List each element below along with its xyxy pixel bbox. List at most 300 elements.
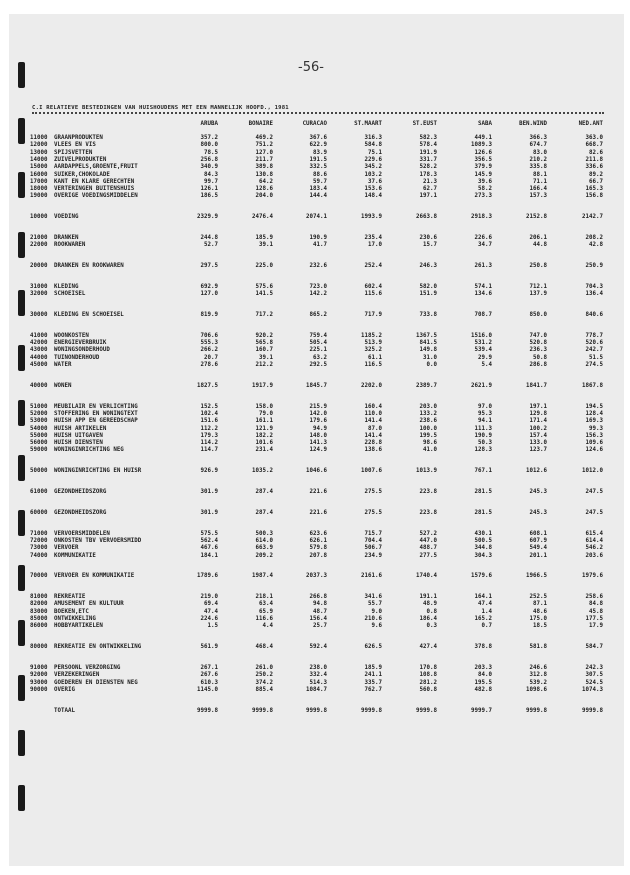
value-steust: 223.8: [419, 489, 437, 495]
category-label: VERVOERSMIDDELEN: [54, 530, 110, 537]
value-curacao: 94.9: [313, 425, 327, 432]
value-benwind: 50.8: [533, 354, 547, 361]
value-aruba: 127.0: [200, 291, 218, 298]
value-aruba: 244.8: [200, 235, 218, 241]
value-aruba: 1145.0: [197, 686, 218, 693]
value-stmaart: 153.6: [364, 186, 382, 193]
category-label: KLEDING EN SCHOEISEL: [54, 312, 124, 318]
value-stmaart: 2161.6: [361, 573, 382, 580]
value-nedant: 208.2: [585, 235, 603, 241]
value-curacao: 1046.6: [306, 468, 327, 475]
value-nedant: 124.6: [585, 447, 603, 454]
category-label: GRAANPRODUKTEN: [54, 135, 103, 141]
value-aruba: 152.5: [200, 403, 218, 410]
value-benwind: 197.1: [529, 403, 547, 410]
value-bonaire: 9999.8: [252, 707, 273, 714]
value-benwind: 88.1: [533, 171, 547, 178]
value-curacao: 142.2: [309, 291, 327, 298]
value-aruba: 562.4: [200, 537, 218, 544]
value-steust: 331.7: [419, 156, 437, 163]
category-code: 32000: [30, 291, 48, 298]
category-code: 15000: [30, 164, 48, 171]
value-benwind: 87.1: [533, 601, 547, 608]
value-bonaire: 116.6: [255, 616, 273, 622]
value-nedant: 82.6: [589, 149, 603, 156]
value-curacao: 48.7: [313, 608, 327, 615]
category-code: 41000: [30, 332, 48, 339]
column-header: SABA: [478, 121, 492, 127]
value-steust: 582.0: [419, 283, 437, 290]
value-nedant: 242.7: [585, 347, 603, 354]
value-curacao: 59.7: [313, 178, 327, 185]
category-label: VERVOER EN KOMMUNIKATIE: [54, 573, 135, 580]
value-benwind: 171.4: [529, 418, 547, 425]
table-row: [0, 489, 630, 497]
value-aruba: 151.6: [200, 418, 218, 425]
total-row: [0, 214, 630, 222]
value-curacao: 41.7: [313, 242, 327, 249]
value-nedant: 42.8: [589, 242, 603, 249]
value-saba: 190.9: [474, 432, 492, 439]
value-stmaart: 1007.6: [361, 468, 382, 475]
value-bonaire: 158.0: [255, 403, 273, 410]
value-nedant: 704.3: [585, 283, 603, 290]
value-steust: 149.8: [419, 347, 437, 354]
table-title: C.I RELATIEVE BESTEDINGEN VAN HUISHOUDENS MET EEN MANNELIJK HOOFD., 1981: [32, 105, 289, 111]
value-curacao: 207.8: [309, 552, 327, 559]
value-steust: 488.7: [419, 545, 437, 552]
table-row: [0, 687, 630, 695]
value-bonaire: 374.2: [255, 679, 273, 686]
value-steust: 1740.4: [416, 573, 437, 580]
value-aruba: 706.6: [200, 332, 218, 339]
value-saba: 378.8: [474, 644, 492, 651]
value-steust: 841.5: [419, 340, 437, 347]
value-steust: 191.9: [419, 149, 437, 156]
value-aruba: 340.9: [200, 164, 218, 171]
value-stmaart: 229.6: [364, 156, 382, 163]
value-steust: 0.0: [426, 362, 437, 368]
value-steust: 9999.8: [416, 707, 437, 714]
value-steust: 98.6: [423, 440, 437, 447]
value-benwind: 312.8: [529, 672, 547, 679]
value-bonaire: 218.1: [255, 594, 273, 601]
category-label: STOFFERING EN WONINGTEXT: [54, 410, 138, 417]
value-steust: 186.4: [419, 616, 437, 622]
value-stmaart: 37.6: [368, 178, 382, 185]
value-aruba: 84.3: [204, 171, 218, 178]
table-row: [0, 362, 630, 370]
value-steust: 582.3: [419, 135, 437, 141]
category-code: 93000: [30, 679, 48, 686]
category-label: OVERIG: [54, 686, 75, 693]
value-benwind: 71.1: [533, 178, 547, 185]
value-stmaart: 506.7: [364, 545, 382, 552]
value-curacao: 144.4: [309, 193, 327, 200]
value-benwind: 100.2: [529, 425, 547, 432]
category-code: 16000: [30, 171, 48, 178]
value-stmaart: 234.9: [364, 552, 382, 559]
category-code: 51000: [30, 403, 48, 410]
value-stmaart: 275.5: [364, 509, 382, 516]
value-saba: 0.7: [481, 623, 492, 630]
category-code: 22000: [30, 242, 48, 249]
value-benwind: 1841.7: [526, 382, 547, 389]
value-bonaire: 1917.9: [252, 382, 273, 389]
category-code: 52000: [30, 410, 48, 417]
value-steust: 578.4: [419, 142, 437, 149]
value-nedant: 1867.8: [582, 382, 603, 389]
value-curacao: 505.4: [309, 340, 327, 347]
value-benwind: 549.4: [529, 545, 547, 552]
category-code: 55000: [30, 432, 48, 439]
category-code: 11000: [30, 135, 48, 141]
value-benwind: 252.5: [529, 594, 547, 601]
category-label: KLEDING: [54, 283, 79, 290]
value-aruba: 102.4: [200, 410, 218, 417]
value-aruba: 267.6: [200, 672, 218, 679]
value-nedant: 524.5: [585, 679, 603, 686]
value-bonaire: 287.4: [255, 509, 273, 516]
value-aruba: 610.3: [200, 679, 218, 686]
category-code: 42000: [30, 340, 48, 347]
value-saba: 94.1: [478, 418, 492, 425]
value-aruba: 126.1: [200, 186, 218, 193]
value-bonaire: 161.1: [255, 418, 273, 425]
value-saba: 356.5: [474, 156, 492, 163]
value-nedant: 247.5: [585, 489, 603, 495]
value-saba: 767.1: [474, 468, 492, 475]
value-bonaire: 39.1: [259, 354, 273, 361]
value-aruba: 219.0: [200, 594, 218, 601]
category-code: 59000: [30, 447, 48, 454]
value-steust: 230.6: [419, 235, 437, 241]
category-code: 85000: [30, 616, 48, 622]
value-steust: 133.2: [419, 410, 437, 417]
value-benwind: 539.2: [529, 679, 547, 686]
value-stmaart: 704.4: [364, 537, 382, 544]
value-benwind: 335.8: [529, 164, 547, 171]
value-stmaart: 75.1: [368, 149, 382, 156]
value-stmaart: 141.4: [364, 432, 382, 439]
value-benwind: 366.3: [529, 135, 547, 141]
category-code: 30000: [30, 312, 48, 318]
category-label: HUISH APP EN GEREEDSCHAP: [54, 418, 138, 425]
value-nedant: 778.7: [585, 332, 603, 339]
value-steust: 199.5: [419, 432, 437, 439]
value-saba: 39.6: [478, 178, 492, 185]
value-curacao: 238.0: [309, 664, 327, 671]
value-nedant: 1012.0: [582, 468, 603, 475]
value-steust: 2389.7: [416, 382, 437, 389]
value-bonaire: 565.8: [255, 340, 273, 347]
category-code: 86000: [30, 623, 48, 630]
value-nedant: 258.6: [585, 594, 603, 601]
value-saba: 273.3: [474, 193, 492, 200]
value-curacao: 142.0: [309, 410, 327, 417]
value-saba: 574.1: [474, 283, 492, 290]
value-stmaart: 228.8: [364, 440, 382, 447]
value-bonaire: 614.0: [255, 537, 273, 544]
category-code: 83000: [30, 608, 48, 615]
value-steust: 427.4: [419, 644, 437, 651]
value-saba: 47.4: [478, 601, 492, 608]
value-saba: 449.1: [474, 135, 492, 141]
value-nedant: 668.7: [585, 142, 603, 149]
category-label: SCHOEISEL: [54, 291, 86, 298]
value-stmaart: 715.7: [364, 530, 382, 537]
value-aruba: 266.2: [200, 347, 218, 354]
value-aruba: 99.7: [204, 178, 218, 185]
category-code: 43000: [30, 347, 48, 354]
category-label: VLEES EN VIS: [54, 142, 96, 149]
value-bonaire: 130.8: [255, 171, 273, 178]
value-steust: 447.0: [419, 537, 437, 544]
category-label: HUISH ARTIKELEN: [54, 425, 107, 432]
value-bonaire: 4.4: [262, 623, 273, 630]
value-aruba: 926.9: [200, 468, 218, 475]
value-saba: 34.7: [478, 242, 492, 249]
value-bonaire: 751.2: [255, 142, 273, 149]
value-saba: 203.3: [474, 664, 492, 671]
value-nedant: 584.7: [585, 644, 603, 651]
value-curacao: 141.3: [309, 440, 327, 447]
value-aruba: 184.1: [200, 552, 218, 559]
column-header: ARUBA: [200, 121, 218, 127]
value-stmaart: 584.8: [364, 142, 382, 149]
value-stmaart: 9.0: [371, 608, 382, 615]
value-curacao: 622.9: [309, 142, 327, 149]
category-label: WOONKOSTEN: [54, 332, 89, 339]
category-label: DRANKEN: [54, 235, 79, 241]
column-header-row: [0, 121, 630, 129]
total-row: [0, 573, 630, 581]
value-bonaire: 717.2: [255, 312, 273, 318]
value-curacao: 221.6: [309, 509, 327, 516]
value-nedant: 614.4: [585, 537, 603, 544]
value-stmaart: 325.2: [364, 347, 382, 354]
category-code: 18000: [30, 186, 48, 193]
value-bonaire: 65.9: [259, 608, 273, 615]
value-benwind: 206.1: [529, 235, 547, 241]
value-benwind: 175.0: [529, 616, 547, 622]
category-code: 81000: [30, 594, 48, 601]
value-benwind: 581.8: [529, 644, 547, 651]
column-header: BONAIRE: [248, 121, 273, 127]
value-saba: 97.0: [478, 403, 492, 410]
total-row: [0, 708, 630, 716]
value-nedant: 840.6: [585, 312, 603, 318]
value-saba: 2621.9: [471, 382, 492, 389]
value-steust: 41.0: [423, 447, 437, 454]
value-aruba: 819.9: [200, 312, 218, 318]
value-steust: 2663.8: [416, 214, 437, 221]
value-bonaire: 211.7: [255, 156, 273, 163]
value-steust: 191.1: [419, 594, 437, 601]
value-steust: 108.8: [419, 672, 437, 679]
value-aruba: 267.1: [200, 664, 218, 671]
category-label: TUINONDERHOUD: [54, 354, 100, 361]
value-curacao: 83.9: [313, 149, 327, 156]
value-benwind: 850.0: [529, 312, 547, 318]
value-stmaart: 762.7: [364, 686, 382, 693]
value-aruba: 114.2: [200, 440, 218, 447]
value-saba: 281.5: [474, 489, 492, 495]
value-benwind: 201.1: [529, 552, 547, 559]
value-nedant: 363.0: [585, 135, 603, 141]
value-bonaire: 920.2: [255, 332, 273, 339]
value-steust: 203.0: [419, 403, 437, 410]
value-curacao: 179.6: [309, 418, 327, 425]
category-label: DRANKEN EN ROOKWAREN: [54, 263, 124, 270]
value-curacao: 225.1: [309, 347, 327, 354]
category-label: ENERGIEVERBRUIK: [54, 340, 107, 347]
value-benwind: 137.9: [529, 291, 547, 298]
value-benwind: 83.0: [533, 149, 547, 156]
value-nedant: 128.4: [585, 410, 603, 417]
value-saba: 261.3: [474, 263, 492, 270]
category-label: WATER: [54, 362, 72, 368]
value-steust: 0.8: [426, 608, 437, 615]
value-steust: 1013.9: [416, 468, 437, 475]
category-code: 12000: [30, 142, 48, 149]
category-label: KOMMUNIKATIE: [54, 552, 96, 559]
value-curacao: 190.9: [309, 235, 327, 241]
value-curacao: 9999.8: [306, 707, 327, 714]
value-benwind: 44.8: [533, 242, 547, 249]
value-bonaire: 185.9: [255, 235, 273, 241]
value-benwind: 245.3: [529, 489, 547, 495]
value-benwind: 250.8: [529, 263, 547, 270]
value-curacao: 514.3: [309, 679, 327, 686]
value-curacao: 183.4: [309, 186, 327, 193]
value-aruba: 69.4: [204, 601, 218, 608]
value-saba: 5.4: [481, 362, 492, 368]
title-rule: [32, 112, 604, 114]
value-aruba: 179.3: [200, 432, 218, 439]
value-benwind: 1966.5: [526, 573, 547, 580]
value-nedant: 156.3: [585, 432, 603, 439]
value-curacao: 332.5: [309, 164, 327, 171]
value-bonaire: 204.0: [255, 193, 273, 200]
value-curacao: 626.1: [309, 537, 327, 544]
value-curacao: 88.6: [313, 171, 327, 178]
value-saba: 126.6: [474, 149, 492, 156]
value-benwind: 129.8: [529, 410, 547, 417]
column-header: ST.MAART: [354, 121, 382, 127]
value-nedant: 1074.3: [582, 686, 603, 693]
value-benwind: 48.6: [533, 608, 547, 615]
value-stmaart: 626.5: [364, 644, 382, 651]
value-nedant: 66.7: [589, 178, 603, 185]
value-bonaire: 469.2: [255, 135, 273, 141]
value-bonaire: 141.5: [255, 291, 273, 298]
value-saba: 539.4: [474, 347, 492, 354]
value-stmaart: 87.0: [368, 425, 382, 432]
value-steust: 48.9: [423, 601, 437, 608]
value-benwind: 123.7: [529, 447, 547, 454]
value-benwind: 520.8: [529, 340, 547, 347]
value-stmaart: 9.6: [371, 623, 382, 630]
value-steust: 277.5: [419, 552, 437, 559]
value-bonaire: 64.2: [259, 178, 273, 185]
value-aruba: 186.5: [200, 193, 218, 200]
value-steust: 238.6: [419, 418, 437, 425]
value-curacao: 124.9: [309, 447, 327, 454]
category-code: 45000: [30, 362, 48, 368]
value-nedant: 84.8: [589, 601, 603, 608]
value-bonaire: 182.2: [255, 432, 273, 439]
table-row: [0, 623, 630, 631]
value-nedant: 250.9: [585, 263, 603, 270]
value-saba: 164.1: [474, 594, 492, 601]
value-nedant: 274.5: [585, 362, 603, 368]
category-code: 70000: [30, 573, 48, 580]
value-aruba: 224.6: [200, 616, 218, 622]
value-saba: 165.2: [474, 616, 492, 622]
value-curacao: 865.2: [309, 312, 327, 318]
category-code: 21000: [30, 235, 48, 241]
category-code: 20000: [30, 263, 48, 270]
value-saba: 128.3: [474, 447, 492, 454]
value-stmaart: 210.6: [364, 616, 382, 622]
value-benwind: 2152.8: [526, 214, 547, 221]
table-row: [0, 193, 630, 201]
value-curacao: 723.0: [309, 283, 327, 290]
value-bonaire: 160.7: [255, 347, 273, 354]
value-aruba: 20.7: [204, 354, 218, 361]
value-curacao: 332.4: [309, 672, 327, 679]
value-aruba: 2329.9: [197, 214, 218, 221]
category-code: 91000: [30, 664, 48, 671]
punch-hole-mark: [18, 785, 25, 811]
value-benwind: 1098.6: [526, 686, 547, 693]
category-code: 14000: [30, 156, 48, 163]
value-stmaart: 345.2: [364, 164, 382, 171]
value-nedant: 136.4: [585, 291, 603, 298]
value-steust: 15.7: [423, 242, 437, 249]
value-nedant: 51.5: [589, 354, 603, 361]
category-label: GOEDEREN EN DIENSTEN NEG: [54, 679, 138, 686]
total-row: [0, 644, 630, 652]
value-benwind: 286.8: [529, 362, 547, 368]
value-aruba: 357.2: [200, 135, 218, 141]
value-stmaart: 55.7: [368, 601, 382, 608]
value-nedant: 247.5: [585, 509, 603, 516]
value-benwind: 712.1: [529, 283, 547, 290]
value-stmaart: 160.4: [364, 403, 382, 410]
value-nedant: 177.5: [585, 616, 603, 622]
value-bonaire: 389.8: [255, 164, 273, 171]
value-bonaire: 1035.2: [252, 468, 273, 475]
total-row: [0, 312, 630, 320]
value-stmaart: 148.4: [364, 193, 382, 200]
value-nedant: 546.2: [585, 545, 603, 552]
value-benwind: 236.3: [529, 347, 547, 354]
category-label: WONINGINRICHTING NEG: [54, 447, 124, 454]
value-curacao: 759.4: [309, 332, 327, 339]
category-label: REKREATIE: [54, 594, 86, 601]
value-saba: 1.4: [481, 608, 492, 615]
value-saba: 1516.0: [471, 332, 492, 339]
value-aruba: 301.9: [200, 509, 218, 516]
category-code: 54000: [30, 425, 48, 432]
value-bonaire: 225.0: [255, 263, 273, 270]
value-saba: 500.5: [474, 537, 492, 544]
category-label: VERZEKERINGEN: [54, 672, 100, 679]
category-code: 92000: [30, 672, 48, 679]
value-stmaart: 335.7: [364, 679, 382, 686]
